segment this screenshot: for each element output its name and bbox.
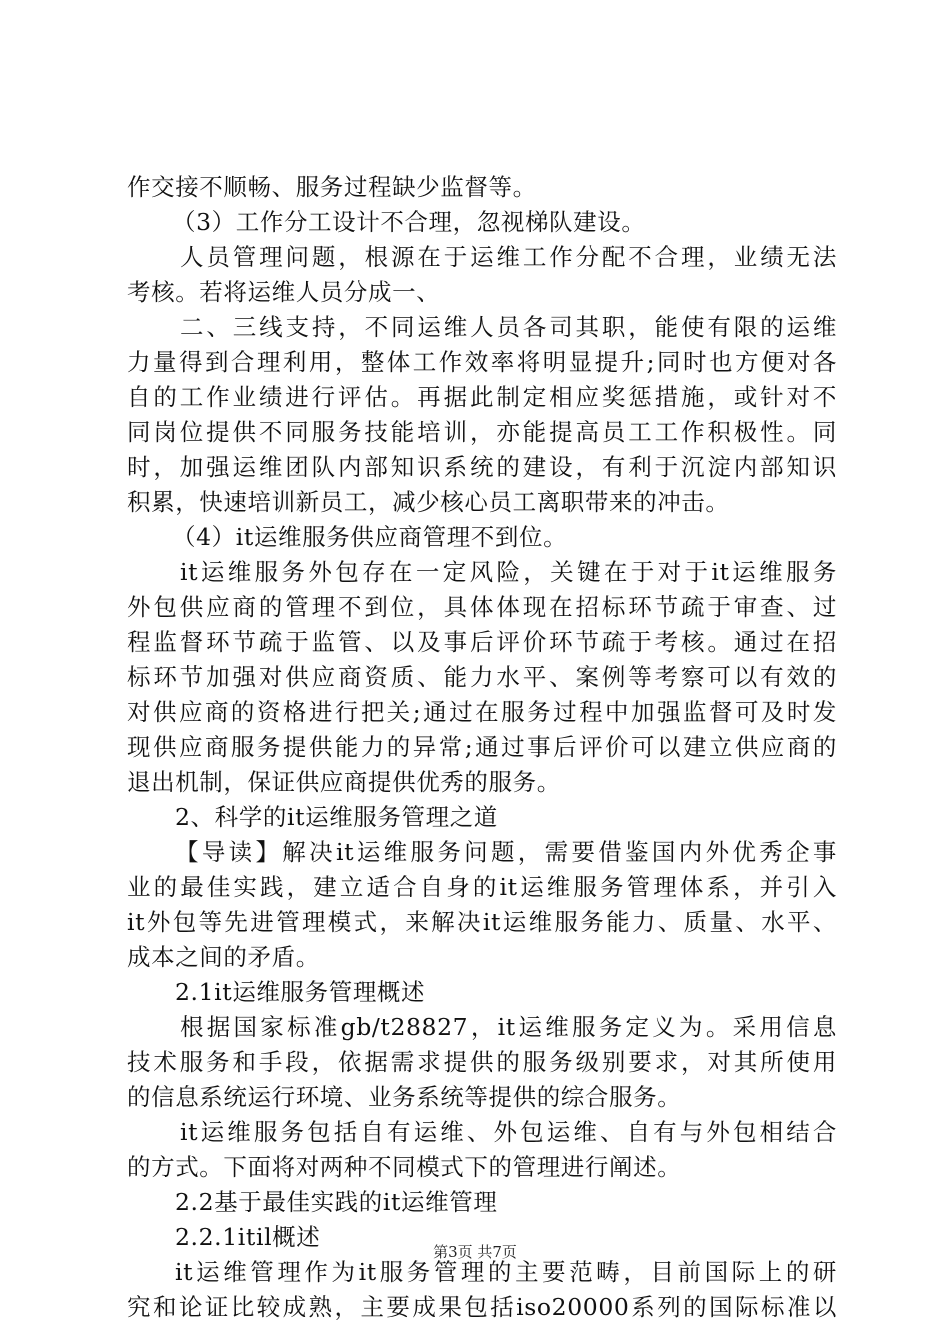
text-line: 对供应商的资格进行把关;通过在服务过程中加强监督可及时发 (127, 698, 837, 726)
text-line: it运维服务包括自有运维、外包运维、自有与外包相结合 (180, 1118, 837, 1146)
text-line: 退出机制，保证供应商提供优秀的服务。 (127, 768, 561, 796)
text-line: （3）工作分工设计不合理，忽视梯队建设。 (172, 208, 646, 236)
text-line: 程监督环节疏于监管、以及事后评价环节疏于考核。通过在招 (127, 628, 837, 656)
text-line: it运维服务外包存在一定风险，关键在于对于it运维服务 (180, 558, 837, 586)
text-line: 【导读】解决it运维服务问题，需要借鉴国内外优秀企事 (175, 838, 837, 866)
text-line: （4）it运维服务供应商管理不到位。 (172, 523, 568, 551)
text-line: 同岗位提供不同服务技能培训，亦能提高员工工作积极性。同 (127, 418, 837, 446)
text-line: 业的最佳实践，建立适合自身的it运维服务管理体系，并引入 (127, 873, 837, 901)
text-line: 根据国家标准gb/t28827，it运维服务定义为。采用信息 (180, 1013, 837, 1041)
text-line: 现供应商服务提供能力的异常;通过事后评价可以建立供应商的 (127, 733, 837, 761)
page-footer: 第3页 共7页 (433, 1243, 517, 1261)
document-body (127, 170, 837, 1325)
text-line: 作交接不顺畅、服务过程缺少监督等。 (127, 173, 537, 201)
text-line: 标环节加强对供应商资质、能力水平、案例等考察可以有效的 (127, 663, 837, 691)
text-line: 积累，快速培训新员工，减少核心员工离职带来的冲击。 (127, 488, 730, 516)
text-line: 时，加强运维团队内部知识系统的建设，有利于沉淀内部知识 (127, 453, 837, 481)
text-line: 外包供应商的管理不到位，具体体现在招标环节疏于审查、过 (127, 593, 837, 621)
text-line: it外包等先进管理模式，来解决it运维服务能力、质量、水平、 (127, 908, 837, 936)
text-line: 二、三线支持，不同运维人员各司其职，能使有限的运维 (180, 313, 837, 341)
text-line: 的信息系统运行环境、业务系统等提供的综合服务。 (127, 1083, 682, 1111)
text-line: 2.1it运维服务管理概述 (175, 978, 426, 1006)
text-line: 究和论证比较成熟，主要成果包括iso20000系列的国际标准以 (127, 1293, 837, 1321)
text-line: 2.2.1itil概述 (175, 1223, 321, 1251)
text-line: 的方式。下面将对两种不同模式下的管理进行阐述。 (127, 1153, 682, 1181)
text-line: 考核。若将运维人员分成一、 (127, 278, 441, 306)
text-line: 人员管理问题，根源在于运维工作分配不合理，业绩无法 (180, 243, 837, 271)
text-line: 技术服务和手段，依据需求提供的服务级别要求，对其所使用 (127, 1048, 837, 1076)
text-line: 2.2基于最佳实践的it运维管理 (175, 1188, 498, 1216)
text-line: it运维管理作为it服务管理的主要范畴，目前国际上的研 (175, 1258, 837, 1286)
text-line: 自的工作业绩进行评估。再据此制定相应奖惩措施，或针对不 (127, 383, 837, 411)
text-line: 力量得到合理利用，整体工作效率将明显提升;同时也方便对各 (127, 348, 837, 376)
text-line: 成本之间的矛盾。 (127, 943, 320, 971)
text-line: 2、科学的it运维服务管理之道 (175, 803, 498, 831)
